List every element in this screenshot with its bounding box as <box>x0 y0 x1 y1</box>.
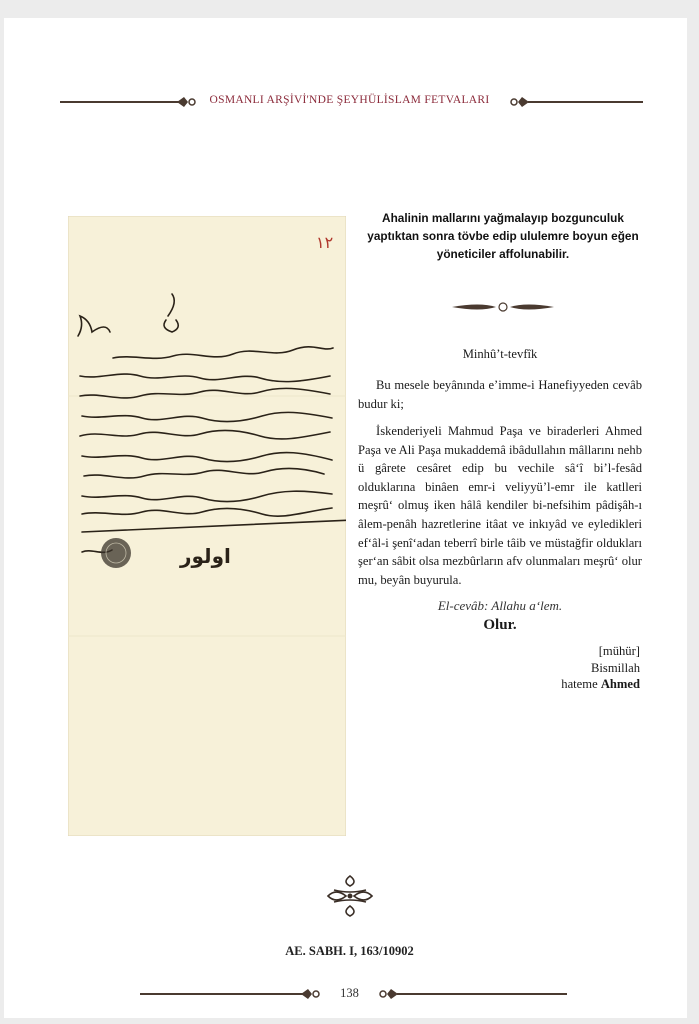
minhu-tevfik: Minhû’t-tevfîk <box>462 347 538 361</box>
footer-flourish-icon <box>324 872 376 920</box>
archive-reference: AE. SABH. I, 163/10902 <box>285 944 414 958</box>
headline-line-2: yaptıktan sonra tövbe edip ululemre boyun eğen <box>367 229 639 243</box>
signature-prefix: hateme <box>561 677 601 691</box>
page-number: 138 <box>340 986 359 1000</box>
headline-line-3: yöneticiler affolunabilir. <box>436 247 570 261</box>
paragraph-intro: Bu mesele beyânında e’imme-i Hanefiyyeden cevâb budur ki; <box>358 378 642 411</box>
header-rule-right <box>528 101 643 103</box>
divider-ornament-icon <box>450 300 556 314</box>
fatwa-manuscript-image <box>68 216 346 836</box>
signature-seal-label: [mühür] <box>598 644 640 658</box>
fatwa-headline <box>358 209 648 263</box>
signature-name: Ahmed <box>600 677 640 691</box>
signature-block <box>520 643 640 693</box>
manuscript-page-mark: ١٢ <box>316 233 334 252</box>
header-ornament-right-icon <box>508 95 530 109</box>
answer-intro: El-cevâb: Allahu a‘lem. <box>437 598 563 613</box>
signature-name-line <box>520 676 640 693</box>
header-title: OSMANLI ARŞİVİ'NDE ŞEYHÜLİSLAM FETVALARI <box>209 94 490 106</box>
answer-verdict: Olur. <box>483 617 517 633</box>
manuscript-verdict: اولور <box>180 544 231 568</box>
footer-rule-right <box>397 993 567 995</box>
headline-line-1: Ahalinin mallarını yağmalayıp bozgunculuk <box>382 211 624 225</box>
footer-ornament-right-icon <box>377 987 399 1001</box>
signature-bismillah: Bismillah <box>591 660 640 675</box>
seal-icon <box>101 538 131 568</box>
paragraph-question: İskenderiyeli Mahmud Paşa ve biraderleri Ahmed Paşa ve Ali Paşa mukaddemâ ibâdullahın mâllarını nehb ü gârete cesâret edip bu vechile sâ‘î bi’l-fesâd olduklarına binâen emr-i veliyyü’l-emr ile katlleri meşrû‘ olmuş iken hâlâ kendiler bi-nefsihim pâdişâh-ı âlem-penâh hazretlerine itâat ve inkıyâd ve eyledikleri ef‘âl-i şenî‘adan teberrî birle tâib ve müstağfir oldukları şer‘an sâbit olsa mezbûrların afv olunmaları meşrû‘ olur mu, beyân buyurula. <box>358 424 642 587</box>
